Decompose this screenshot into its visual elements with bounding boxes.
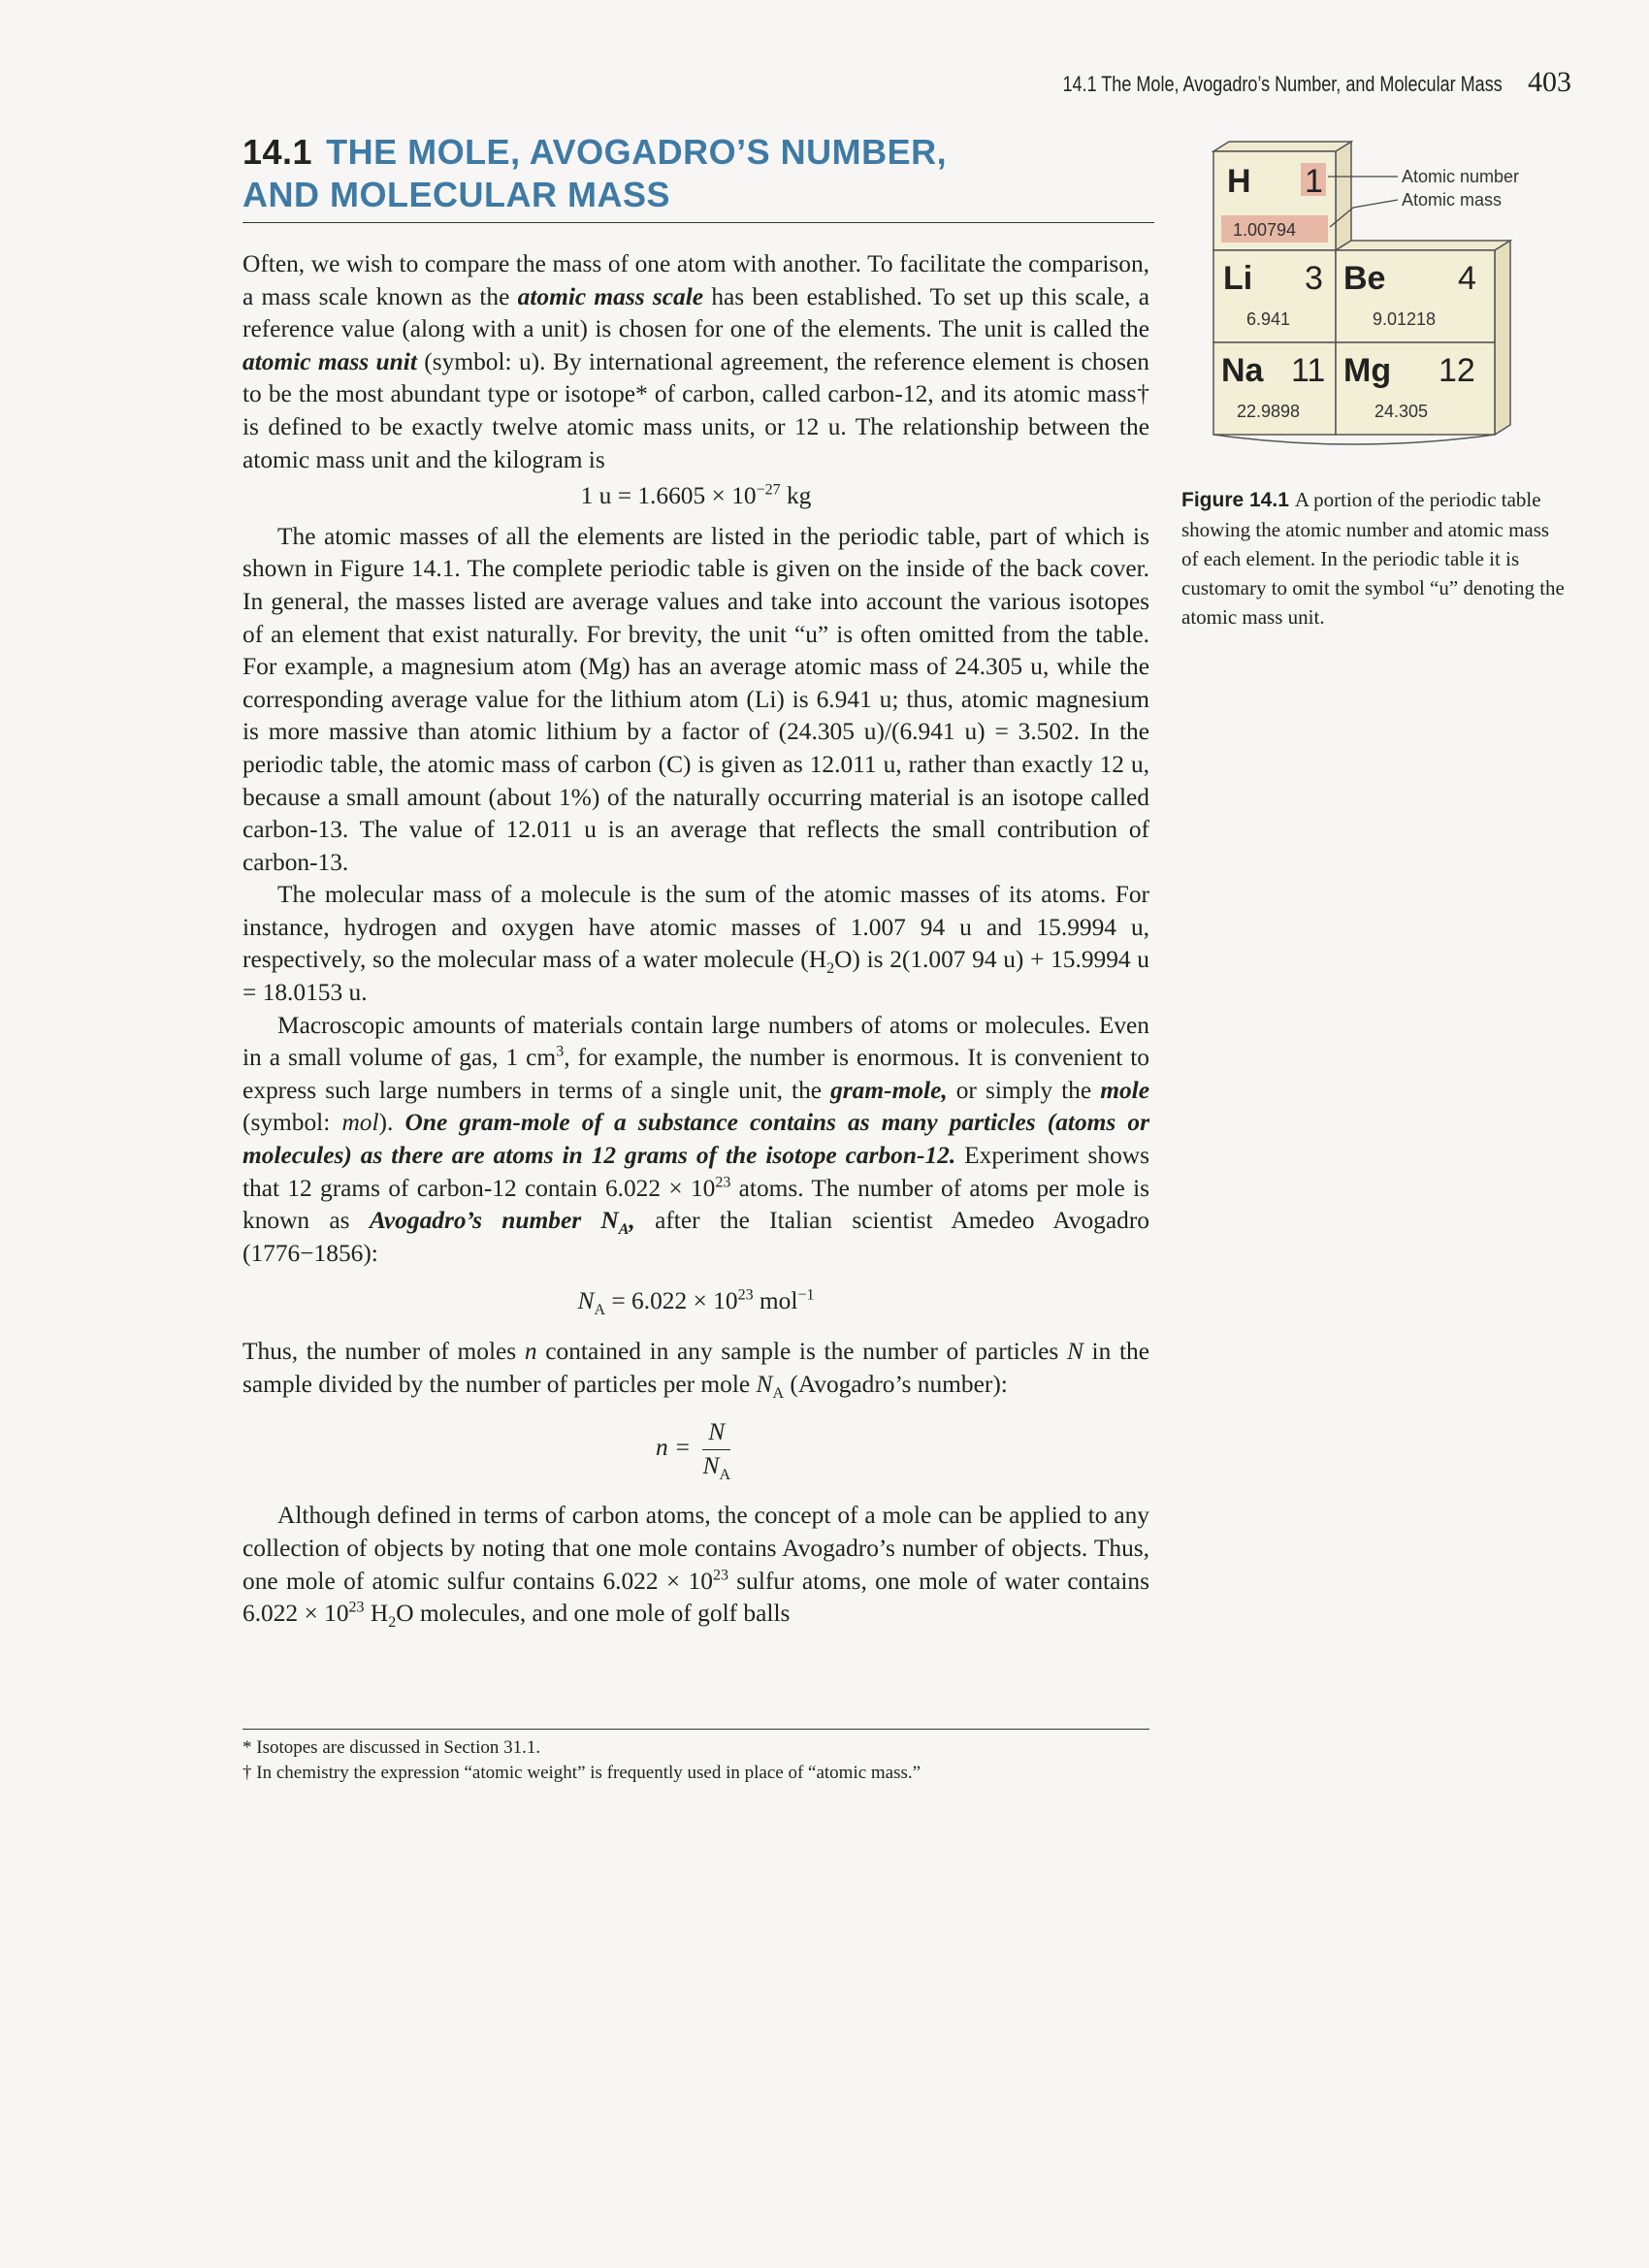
- subscript: 2: [388, 1614, 397, 1632]
- mass-na: 22.9898: [1237, 402, 1301, 421]
- text-span: H: [364, 1600, 389, 1628]
- text-span: O) is 2(1.007 94 u) + 15.9994 u = 18.0153 u.: [242, 946, 1149, 1007]
- paragraph-3: [242, 879, 1149, 1009]
- page-number: 403: [1528, 66, 1571, 98]
- cell-side-be: [1495, 241, 1510, 435]
- text-span: atoms. The number of atoms per mole is known as: [242, 1174, 1150, 1235]
- paragraph-1: [242, 248, 1149, 476]
- term-avogadros-number: [369, 1207, 635, 1239]
- eq-unit: kg: [780, 482, 812, 510]
- subscript: 2: [826, 960, 835, 978]
- section-title-line2: AND MOLECULAR MASS: [242, 175, 670, 214]
- text-span: in the sample divided by the number of particles per mole: [242, 1338, 1149, 1398]
- term-atomic-mass-unit: atomic mass unit: [242, 347, 417, 375]
- text-span: Often, we wish to compare the mass of one atom with another. To facilitate the comparison, a mass scale known as the: [242, 250, 1149, 310]
- figure-caption: [1181, 485, 1569, 632]
- fraction: [697, 1416, 737, 1482]
- text-span: , for example, the number is enormous. It is convenient to express such large numbers in terms of a single unit, the: [242, 1044, 1149, 1104]
- footnote-isotopes: * Isotopes are discussed in Section 31.1.: [242, 1737, 541, 1758]
- text-span: (Avogadro’s number):: [784, 1370, 1008, 1398]
- eq-exponent: −27: [756, 481, 781, 499]
- term-mole: mole: [1100, 1076, 1149, 1104]
- symbol-N: N: [1066, 1338, 1083, 1365]
- symbol-li: Li: [1223, 260, 1253, 297]
- term-atomic-mass-scale: atomic mass scale: [517, 282, 704, 310]
- symbol-h: H: [1227, 163, 1251, 200]
- equation-avogadro: [242, 1285, 1149, 1318]
- text-span: has been established. To set up this scale, a reference value (along with a unit) is chosen for one of the elements. The unit is called the: [242, 282, 1149, 343]
- mass-mg: 24.305: [1374, 402, 1429, 421]
- symbol-be: Be: [1343, 260, 1386, 297]
- eq-subscript: A: [594, 1302, 606, 1319]
- eq-subscript: A: [719, 1466, 731, 1483]
- text-span: ).: [378, 1109, 405, 1137]
- mass-li: 6.941: [1246, 309, 1291, 329]
- paragraph-5: [242, 1336, 1149, 1401]
- section-number: 14.1: [242, 132, 313, 172]
- paragraph-4: [242, 1010, 1149, 1271]
- text-span: sulfur atoms, one mole of water contains 6.022 × 10: [242, 1567, 1149, 1628]
- text-span: Avogadro’s number N: [369, 1207, 619, 1235]
- definition-gram-mole: One gram-mole of a substance contains as many particles (atoms or molecules) as there are atoms in 12 grams of the isotope carbon-12.: [242, 1109, 1149, 1170]
- equation-amu-kg: [242, 480, 1149, 513]
- section-heading: [242, 131, 1154, 223]
- subscript: A: [618, 1221, 630, 1239]
- eq-symbol: N: [708, 1418, 726, 1446]
- eq-lhs: n =: [655, 1434, 692, 1462]
- paragraph-6: [242, 1500, 1149, 1630]
- leader-atomic-mass-2: [1353, 200, 1398, 208]
- eq-exponent: 23: [737, 1286, 754, 1304]
- text-span: Experiment shows that 12 grams of carbon-12 contain 6.022 × 10: [242, 1142, 1149, 1202]
- label-atomic-mass: Atomic mass: [1402, 190, 1503, 210]
- footnote-atomic-weight: † In chemistry the expression “atomic weight” is frequently used in place of “atomic mass.”: [242, 1763, 922, 1783]
- equation-moles: [242, 1416, 1149, 1482]
- symbol-n: n: [524, 1338, 537, 1365]
- mass-be: 9.01218: [1373, 309, 1437, 329]
- text-span: ,: [629, 1207, 635, 1235]
- number-be: 4: [1458, 260, 1476, 297]
- mass-h: 1.00794: [1233, 220, 1297, 240]
- label-atomic-number: Atomic number: [1402, 167, 1520, 186]
- number-na: 11: [1291, 352, 1326, 389]
- periodic-table-drawing: [1208, 134, 1576, 473]
- text-span: after the Italian scientist Amedeo Avogadro (1776−1856):: [242, 1207, 1149, 1267]
- superscript: 23: [712, 1567, 728, 1584]
- subscript: A: [772, 1384, 785, 1402]
- text-span: The molecular mass of a molecule is the sum of the atomic masses of its atoms. For instance, hydrogen and oxygen have atomic masses of 1.007 94 u and 15.9994 u, respectively, so the molecular mass of a water molecule (H: [242, 881, 1149, 974]
- symbol-mg: Mg: [1343, 352, 1392, 389]
- superscript: 23: [715, 1174, 731, 1191]
- cell-top-h: [1213, 142, 1351, 151]
- symbol-NA: N: [756, 1370, 773, 1398]
- paragraph-2: The atomic masses of all the elements are listed in the periodic table, part of which is shown in Figure 14.1. The complete periodic table is given on the inside of the back cover. In general, the masses listed are average values and take into account the various isotopes of an element that exist naturally. For brevity, the unit “u” is often omitted from the table. For example, a magnesium atom (Mg) has an average atomic mass of 24.305 u, while the corresponding average value for the lithium atom (Li) is 6.941 u; thus, atomic magnesium is more massive than atomic lithium by a factor of (24.305 u)/(6.941 u) = 3.502. In the periodic table, the atomic mass of carbon (C) is given as 12.011 u, rather than exactly 12 u, because a small amount (about 1%) of the naturally occurring material is an isotope called carbon-13. The value of 12.011 u is an average that reflects the small contribution of carbon-13.: [242, 522, 1149, 876]
- term-gram-mole: gram-mole,: [830, 1076, 948, 1104]
- text-span: Macroscopic amounts of materials contain large numbers of atoms or molecules. Even in a small volume of gas, 1 cm: [242, 1011, 1149, 1072]
- symbol-mol: mol: [341, 1109, 379, 1137]
- body-text: [242, 248, 1149, 1631]
- number-mg: 12: [1439, 352, 1475, 389]
- eq-symbol: N: [702, 1451, 720, 1479]
- caption-text: A portion of the periodic table showing the atomic number and atomic mass of each element. In the periodic table it is customary to omit the symbol “u” denoting the atomic mass unit.: [1181, 488, 1565, 629]
- cell-side-h: [1336, 142, 1351, 250]
- section-title-line1: THE MOLE, AVOGADRO’S NUMBER,: [326, 132, 948, 172]
- text-span: (symbol:: [242, 1109, 342, 1137]
- symbol-na: Na: [1221, 352, 1264, 389]
- text-span: Thus, the number of moles: [242, 1338, 525, 1365]
- running-header: [970, 66, 1571, 105]
- table-bottom-edge: [1213, 435, 1495, 444]
- footnotes: [242, 1729, 1149, 1786]
- text-span: (symbol: u). By international agreement, the reference element is chosen to be the most abundant type or isotope* of carbon, called carbon-12, and its atomic mass† is defined to be exactly twelve atomic mass units, or 12 u. The relationship between the atomic mass unit and the kilogram is: [242, 347, 1149, 473]
- superscript: 23: [348, 1599, 365, 1616]
- eq-exponent: −1: [797, 1286, 815, 1304]
- eq-text: 1 u = 1.6605 × 10: [580, 482, 757, 510]
- eq-symbol: N: [577, 1287, 595, 1315]
- fraction-denominator: [697, 1450, 737, 1483]
- running-title: 14.1 The Mole, Avogadro’s Number, and Molecular Mass: [1062, 72, 1503, 96]
- text-span: contained in any sample is the number of particles: [536, 1338, 1067, 1365]
- figure-periodic-table: [1208, 134, 1576, 473]
- number-h: 1: [1305, 163, 1323, 200]
- fraction-numerator: [702, 1416, 730, 1450]
- eq-text: = 6.022 × 10: [605, 1287, 738, 1315]
- superscript: 3: [556, 1043, 565, 1060]
- eq-unit: mol: [753, 1287, 798, 1315]
- text-span: O molecules, and one mole of golf balls: [396, 1600, 791, 1628]
- text-span: or simply the: [947, 1076, 1101, 1104]
- caption-label: Figure 14.1: [1181, 489, 1289, 511]
- cell-top-be: [1336, 241, 1510, 250]
- number-li: 3: [1305, 260, 1323, 297]
- text-span: Although defined in terms of carbon atoms, the concept of a mole can be applied to any collection of objects by noting that one mole contains Avogadro’s number of objects. Thus, one mole of atomic sulfur contains 6.022 × 10: [242, 1502, 1149, 1595]
